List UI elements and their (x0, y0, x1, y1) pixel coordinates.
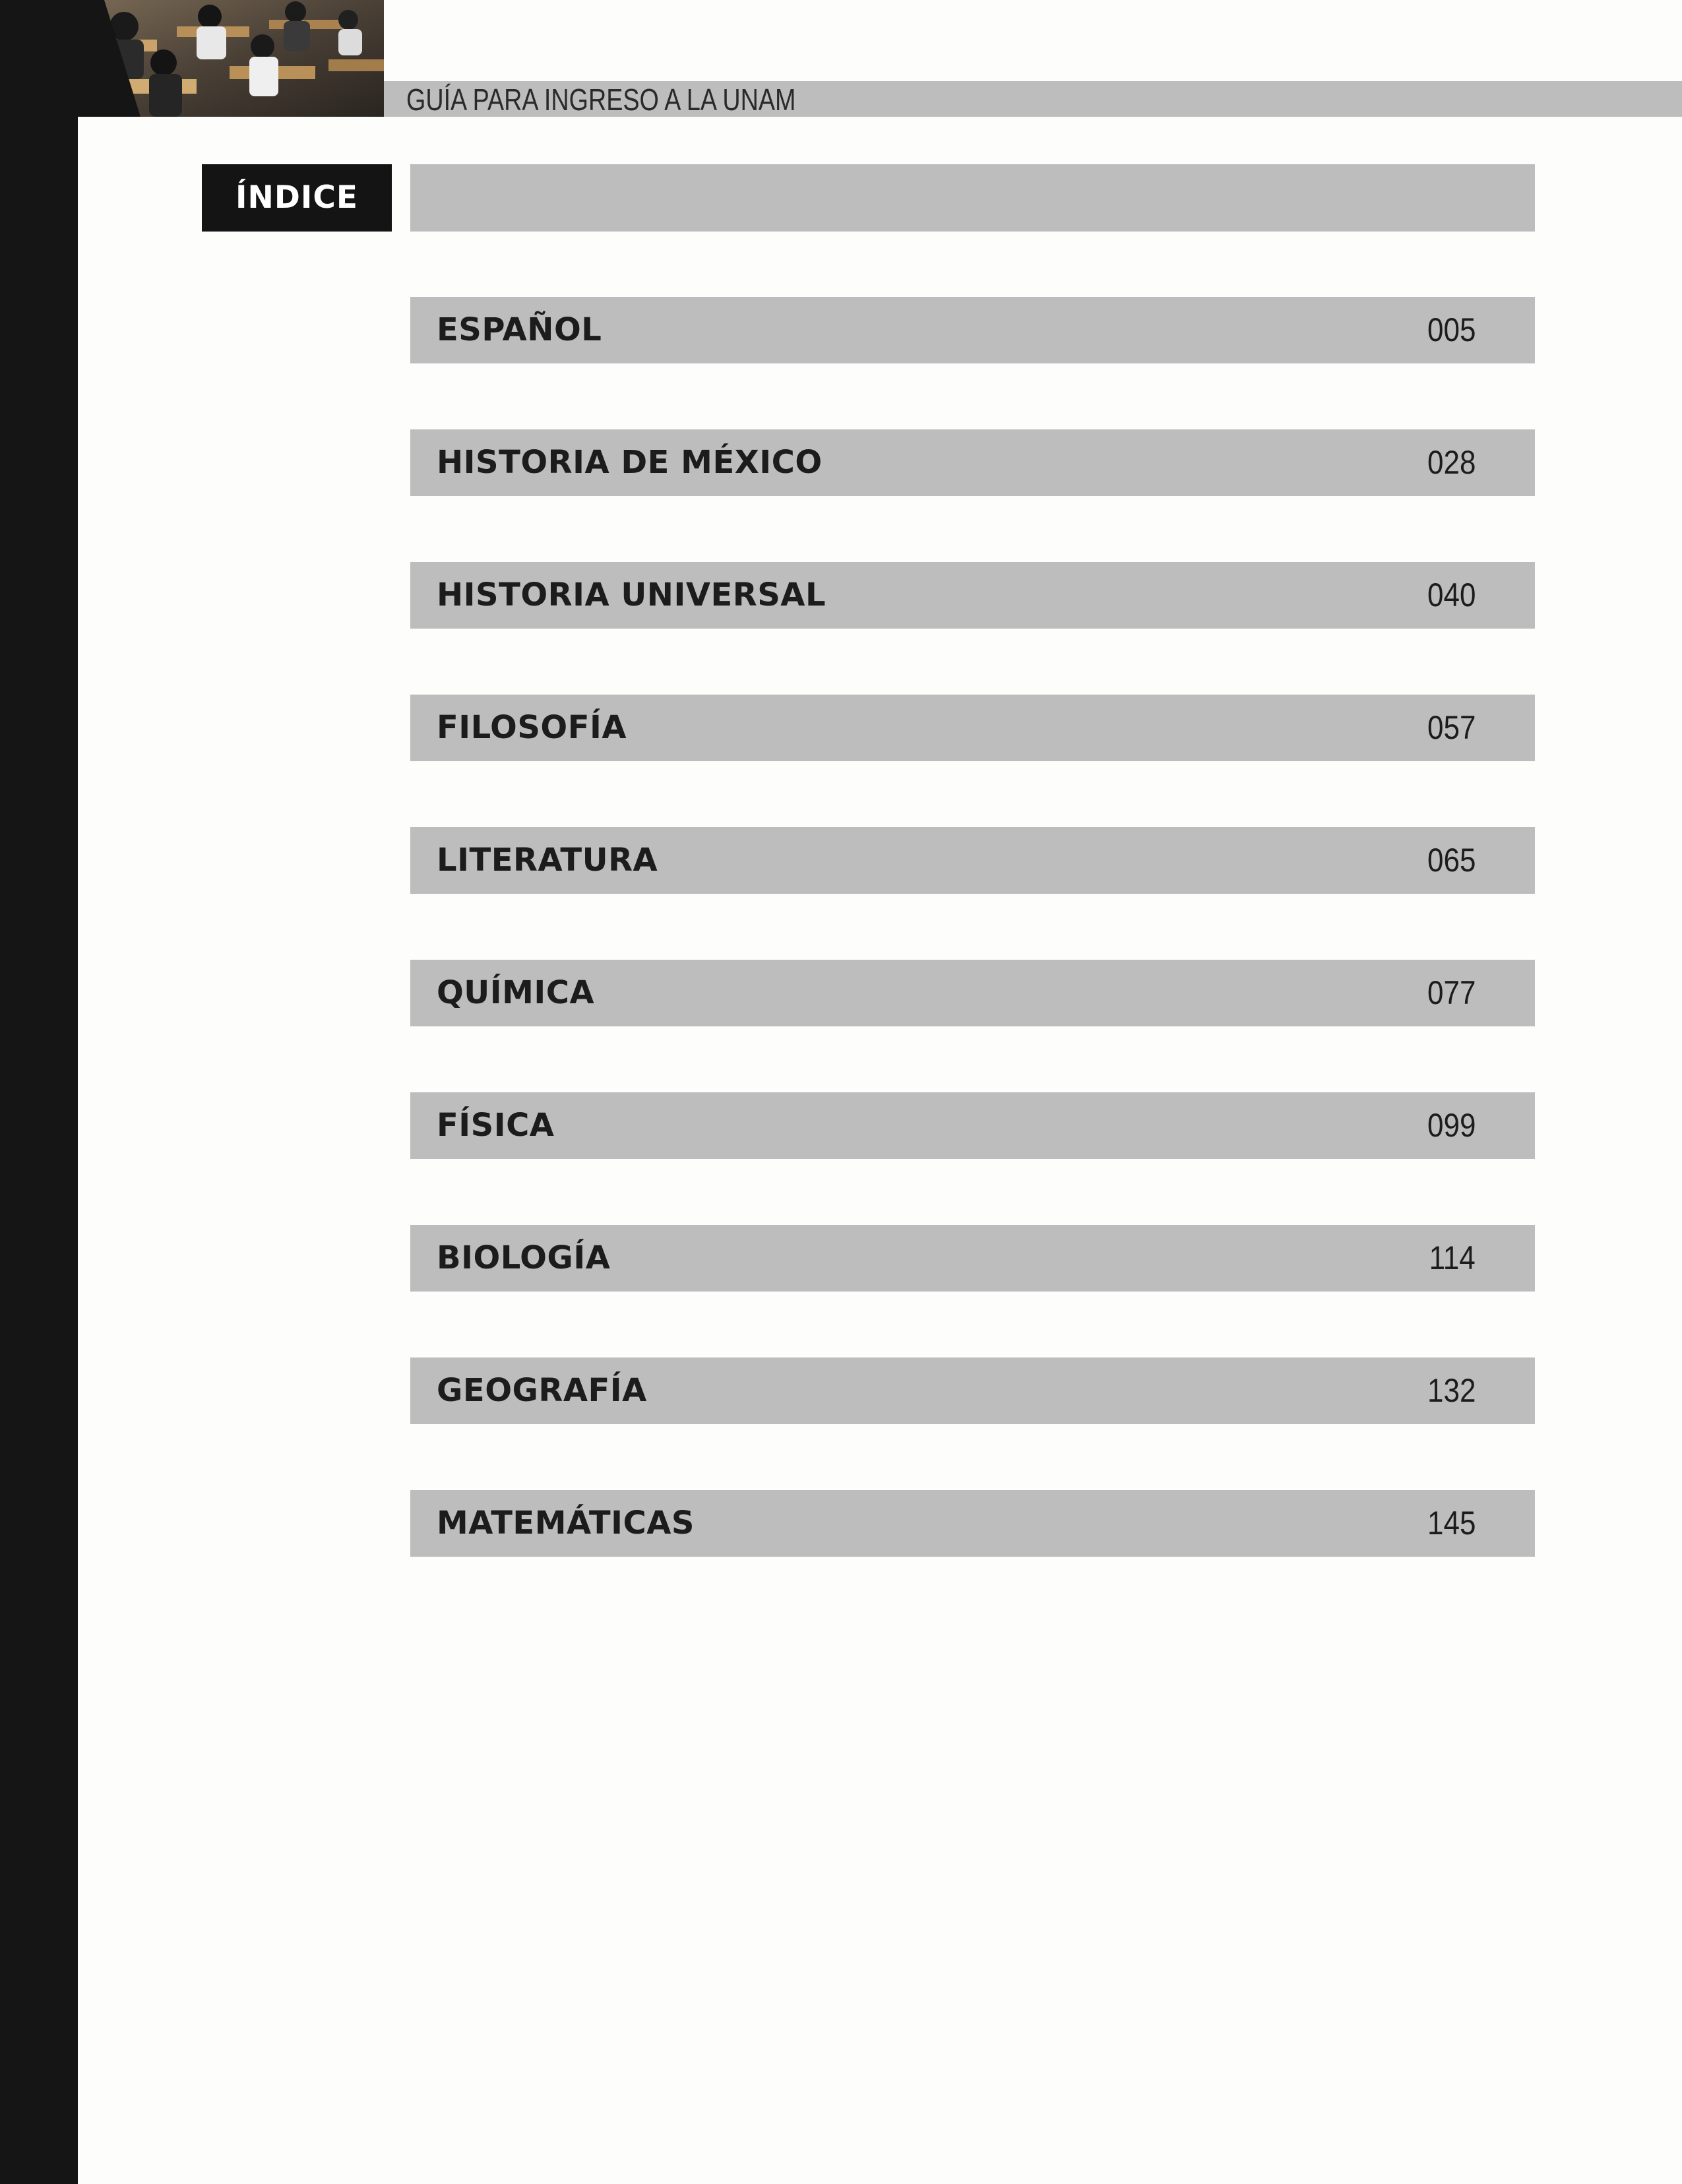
toc-entry-literatura[interactable] (410, 827, 1535, 894)
toc-entry-label: LITERATURA (437, 842, 658, 879)
toc-entry-espanol[interactable] (410, 297, 1535, 363)
toc-entry-page: 040 (1427, 577, 1476, 613)
toc-entry-historia-universal[interactable] (410, 562, 1535, 629)
index-heading-bar (410, 164, 1535, 232)
toc-entry-page: 065 (1427, 842, 1476, 879)
left-dark-sidebar (0, 0, 78, 2184)
toc-entry-page: 114 (1429, 1239, 1476, 1276)
toc-entry-page: 145 (1427, 1505, 1476, 1542)
toc-entry-page: 077 (1427, 974, 1476, 1011)
table-of-contents (410, 297, 1535, 1623)
toc-entry-fisica[interactable] (410, 1092, 1535, 1159)
header-photo-students (78, 0, 384, 117)
toc-entry-geografia[interactable] (410, 1357, 1535, 1424)
header-title: GUÍA PARA INGRESO A LA UNAM (406, 82, 796, 117)
toc-entry-label: HISTORIA UNIVERSAL (437, 577, 826, 613)
toc-entry-matematicas[interactable] (410, 1490, 1535, 1557)
toc-entry-label: QUÍMICA (437, 974, 595, 1011)
toc-entry-page: 099 (1427, 1107, 1476, 1144)
toc-entry-label: BIOLOGÍA (437, 1239, 611, 1276)
toc-entry-label: MATEMÁTICAS (437, 1505, 695, 1542)
toc-entry-biologia[interactable] (410, 1225, 1535, 1292)
toc-entry-label: GEOGRAFÍA (437, 1372, 647, 1409)
toc-entry-page: 132 (1427, 1372, 1476, 1409)
toc-entry-page: 057 (1427, 709, 1476, 746)
toc-entry-page: 005 (1427, 311, 1476, 348)
toc-entry-label: HISTORIA DE MÉXICO (437, 444, 823, 481)
toc-entry-quimica[interactable] (410, 960, 1535, 1026)
toc-entry-filosofia[interactable] (410, 695, 1535, 761)
toc-entry-page: 028 (1427, 444, 1476, 481)
index-heading: ÍNDICE (202, 164, 392, 232)
toc-entry-historia-de-mexico[interactable] (410, 429, 1535, 496)
toc-entry-label: FILOSOFÍA (437, 709, 627, 746)
toc-entry-label: ESPAÑOL (437, 311, 602, 348)
toc-entry-label: FÍSICA (437, 1107, 555, 1144)
